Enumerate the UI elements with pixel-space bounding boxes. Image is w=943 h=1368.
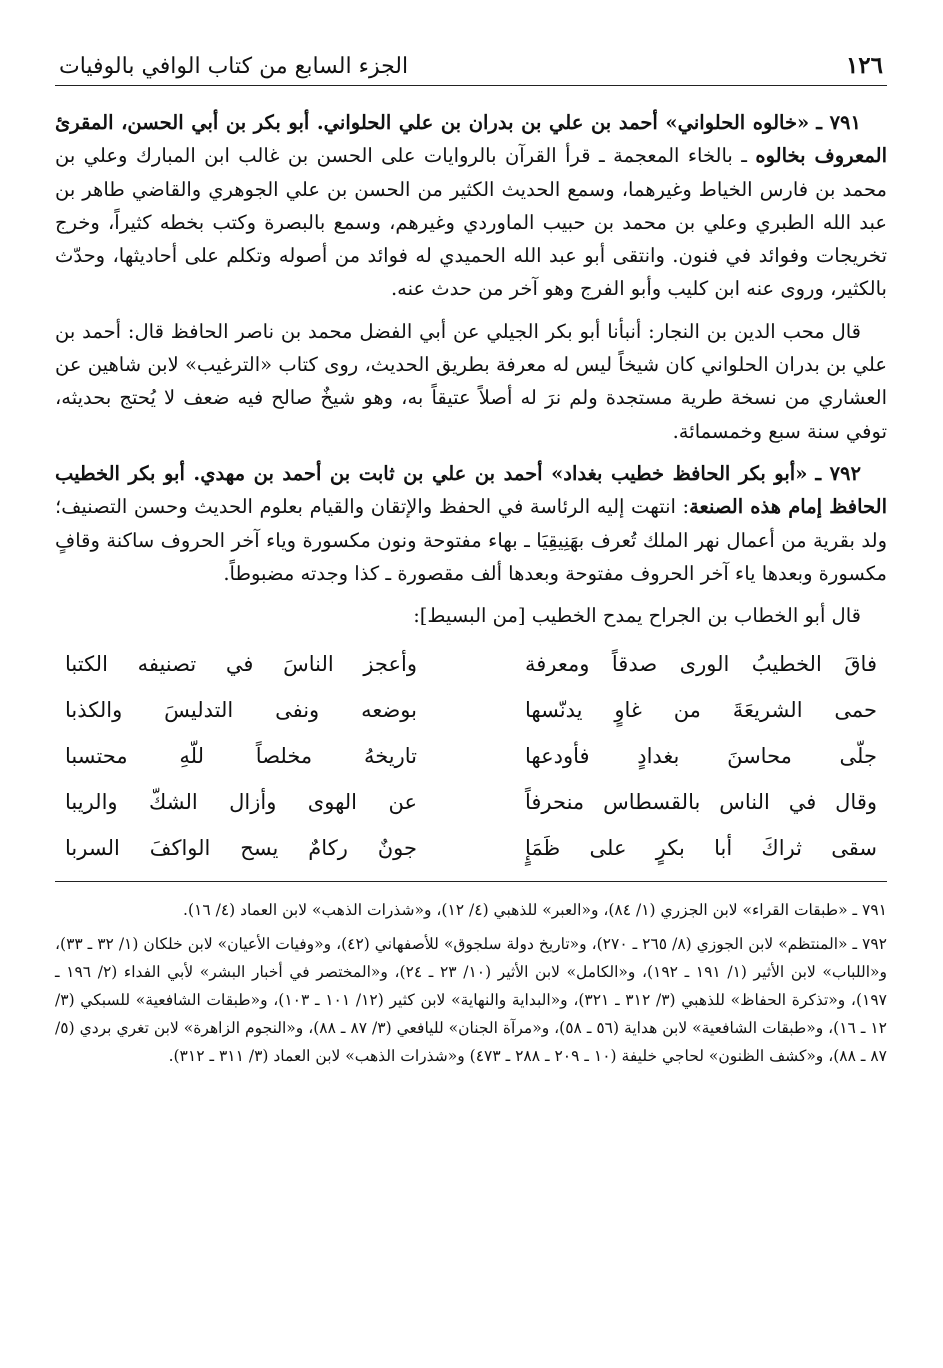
running-title: الجزء السابع من كتاب الوافي بالوفيات — [59, 54, 409, 79]
poem-verse — [65, 779, 877, 825]
poem-verse — [65, 825, 877, 871]
page-number: ١٢٦ — [845, 52, 883, 79]
entry-792-text: : انتهت إليه الرئاسة في الحفظ والإتقان والقيام بعلوم الحديث وحسن التصنيف؛ ولد بقرية من أعمال نهر الملك تُعرف بهَنِيقِيَا ـ بهاء مفتوحة ونون مكسورة وياء آخر الحروف ساكنة وقافٍ مكسورة وبعدها ياء آخر الحروف مفتوحة وبعدها ألف مقصورة ـ كذا وجدته مضبوطاً. — [55, 495, 887, 585]
entry-792 — [55, 457, 887, 590]
verse-first-half: فاقَ الخطيبُ الورى صدقاً ومعرفة — [525, 651, 877, 676]
footnote-792: ٧٩٢ ـ «المنتظم» لابن الجوزي (٨/ ٢٦٥ ـ ٢٧٠)، و«تاريخ دولة سلجوق» للأصفهاني (٤٢)، و«وفيات الأعيان» لابن خلكان (١/ ٣٢ ـ ٣٣)، و«اللباب» لابن الأثير (١/ ١٩١ ـ ١٩٢)، و«الكامل» لابن الأثير (١٠/ ٢٣ ـ ٢٤)، و«المختصر في أخبار البشر» لأبي الفداء (٢/ ١٩٦ ـ ١٩٧)، و«تذكرة الحفاظ» للذهبي (٣/ ٣١٢ ـ ٣٢١)، و«البداية والنهاية» لابن كثير (١٢/ ١٠١ ـ ١٠٣)، و«طبقات الشافعية» للسبكي (٣/ ١٢ ـ ١٦)، و«طبقات الشافعية» لابن هداية (٥٦ ـ ٥٨)، و«مرآة الجنان» لليافعي (٣/ ٨٧ ـ ٨٨)، و«النجوم الزاهرة» لابن تغري بردي (٥/ ٨٧ ـ ٨٨)، و«كشف الظنون» لحاجي خليفة (١٠ ـ ٢٠٩ ـ ٢٨٨ ـ ٤٧٣) و«شذرات الذهب» لابن العماد (٣/ ٣١١ ـ ٣١٢). — [55, 935, 887, 1066]
verse-first-half: وقال في الناس بالقسطاس منحرفاً — [525, 789, 877, 814]
page-header — [55, 38, 887, 86]
verse-first-half: سقى ثراكَ أبا بكرٍ على ظَمَإٍ — [525, 835, 877, 860]
entry-791 — [55, 106, 887, 306]
verse-second-half: جونٌ ركامٌ يسح الواكفَ السربا — [65, 835, 417, 860]
entry-792-number: ٧٩٢ ـ — [815, 461, 861, 485]
verse-first-half: جلّى محاسنَ بغدادٍ فأودعها — [525, 743, 877, 768]
verse-second-half: وأعجز الناسَ في تصنيفه الكتبا — [65, 651, 417, 676]
verse-second-half: بوضعه ونفى التدليسَ والكذبا — [65, 697, 417, 722]
footnotes — [55, 881, 887, 1070]
verse-second-half: عن الهوى وأزال الشكّ والريبا — [65, 789, 417, 814]
book-page — [55, 38, 887, 1076]
poem-verse — [65, 733, 877, 779]
entry-791-number: ٧٩١ ـ — [816, 111, 861, 134]
verse-first-half: حمى الشريعَةَ من غاوٍ يدنّسها — [525, 697, 877, 722]
poem-verse — [65, 687, 877, 733]
entry-791-quote: قال محب الدين بن النجار: أنبأنا أبو بكر الجيلي عن أبي الفضل محمد بن ناصر الحافظ قال: أحمد بن علي بن بدران الحلواني كان شيخاً ليس له معرفة بطريق الحديث، روى كتاب «الترغيب» لابن شاهين عن العشاري من نسخة طرية مستجدة ولم نرَ له أصلاً عتيقاً به، وهو شيخٌ صالح فيه ضعف لا يُحتج بحديثه، توفي سنة سبع وخمسمائة. — [55, 319, 887, 443]
verse-second-half: تاريخهُ مخلصاً للّهِ محتسبا — [65, 743, 417, 768]
entry-791-heading: «خالوه الحلواني» أحمد بن علي بن بدران بن علي الحلواني. أبو بكر بن أبي الحسن، المقرئ المعروف بخالوه — [55, 111, 887, 168]
poem-intro: قال أبو الخطاب بن الجراح يمدح الخطيب [من البسيط]: — [413, 604, 861, 628]
main-text — [55, 106, 887, 871]
poem-verse — [65, 641, 877, 687]
footnote-791: ٧٩١ ـ «طبقات القراء» لابن الجزري (١/ ٨٤)، و«العبر» للذهبي (٤/ ١٢)، و«شذرات الذهب» لابن العماد (٤/ ١٦). — [183, 901, 887, 920]
entry-791-text: ـ بالخاء المعجمة ـ قرأ القرآن بالروايات على الحسن بن غالب ابن المبارك وعلي بن محمد بن فارس الخياط وغيرهما، وسمع الحديث الكثير من الحسن بن علي الجوهري والقاضي طاهر بن عبد الله الطبري وعلي بن محمد بن حبيب الماوردي وغيرهم، وسمع بالبصرة وكتب بخطه كثيراً، وخرج تخريجات وفوائد في فنون. وانتقى أبو عبد الله الحميدي له فوائد من أصوله وتكلم على أحاديثها، وحدّث بالكثير، وروى عنه ابن كليب وأبو الفرج وهو آخر من حدث عنه. — [55, 144, 887, 301]
entry-792-heading: «أبو بكر الحافظ خطيب بغداد» أحمد بن علي بن ثابت بن أحمد بن مهدي. أبو بكر الخطيب الحافظ إمام هذه الصنعة — [55, 461, 887, 519]
poem — [65, 641, 877, 871]
